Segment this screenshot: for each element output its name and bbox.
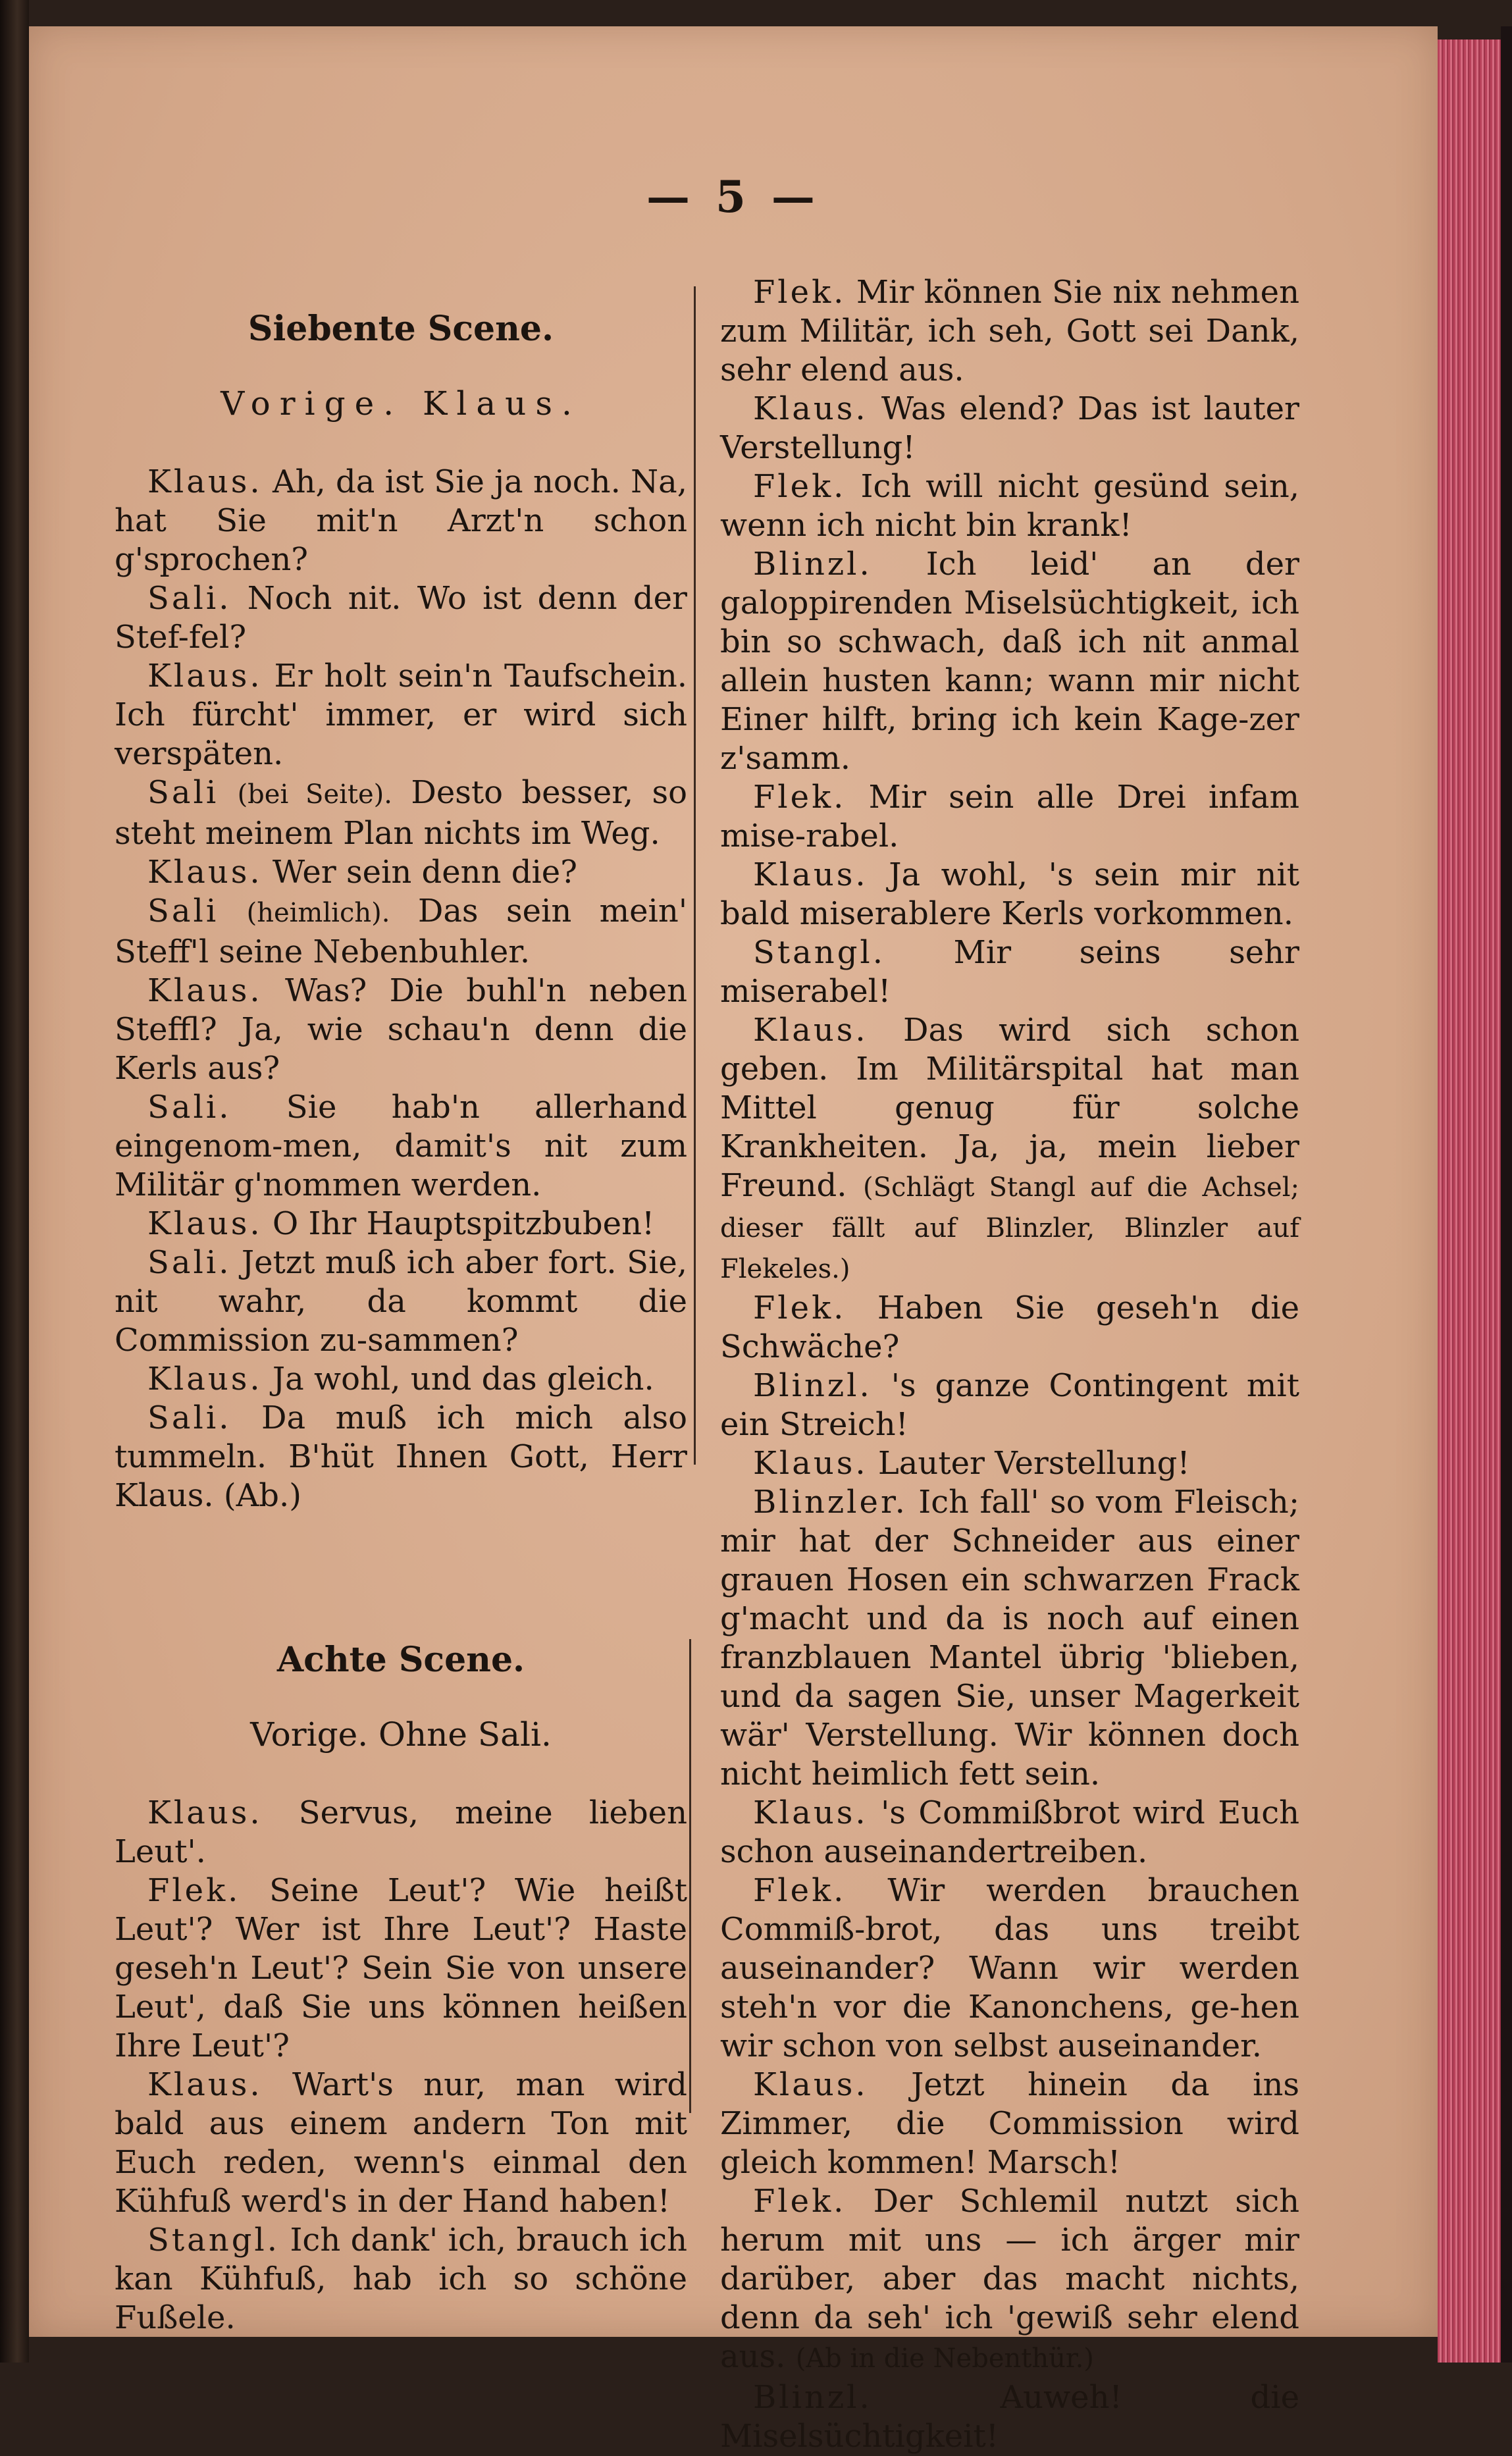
line-text: Ich will nicht gesünd sein, wenn ich nicht bin krank! [720, 468, 1299, 544]
dialogue-line [720, 1289, 1299, 1367]
dialogue-line [720, 2066, 1299, 2182]
dialogue-line [115, 579, 687, 657]
speaker-name: Sali. [147, 580, 232, 617]
line-text: Haben Sie geseh'n die Schwäche? [720, 1290, 1299, 1365]
speaker-name: Sali. [147, 1089, 232, 1126]
dialogue-line [720, 273, 1299, 390]
book-page [29, 26, 1438, 2455]
speaker-name: Flek. [753, 468, 847, 505]
dialogue-line [115, 773, 687, 853]
dialogue-line [115, 657, 687, 773]
line-text: 's Commißbrot wird Euch schon auseinandertreiben. [720, 1794, 1299, 1870]
dialogue-line [720, 1011, 1299, 1289]
column-divider [689, 1639, 691, 2113]
speaker-name: Klaus. [147, 1205, 263, 1242]
line-text: Ich dank' ich, brauch ich kan Kühfuß, hab ich so schöne Fußele. [115, 2222, 687, 2336]
dialogue-line [115, 1794, 687, 1871]
line-text: Ich leid' an der galoppirenden Miselsüchtigkeit, ich bin so schwach, daß ich nit anmal allein husten kann; wann mir nicht Einer hilft, bring ich kein Kage-zer z'samm. [720, 546, 1299, 777]
dialogue-line [115, 1205, 687, 1243]
dialogue-line [115, 1399, 687, 1515]
speaker-name: Flek. [753, 779, 847, 816]
right-dialogue [720, 273, 1299, 2456]
dialogue-line [115, 2066, 687, 2221]
speaker-name: Blinzl. [753, 1367, 872, 1404]
scene-8-title: Achte Scene. [276, 1640, 525, 1680]
stage-direction: (heimlich). [246, 898, 390, 928]
line-text: Was? Die buhl'n neben Steffl? Ja, wie schau'n denn die Kerls aus? [115, 972, 688, 1087]
speaker-name: Klaus. [753, 1012, 868, 1049]
dialogue-line [115, 1243, 687, 1360]
dialogue-line [115, 463, 687, 579]
line-text: Wir werden brauchen Commiß-brot, das uns treibt auseinander? Wann wir werden steh'n vor die Kanonchens, ge-hen wir schon von selbst auseinander. [720, 1872, 1299, 2064]
line-text: Seine Leut'? Wie heißt Leut'? Wer ist Ihre Leut'? Haste geseh'n Leut'? Sein Sie von unsere Leut', daß Sie uns können heißen Ihre Leut'? [115, 1872, 687, 2064]
speaker-name: Stangl. [753, 934, 886, 971]
left-column [115, 283, 687, 2338]
dialogue-line [115, 1871, 687, 2066]
stage-direction: (Ab in die Nebenthür.) [795, 2343, 1094, 2374]
line-text: Was elend? Das ist lauter Verstellung! [720, 390, 1300, 466]
dialogue-line [720, 545, 1299, 778]
speaker-name: Klaus. [753, 856, 868, 893]
stage-direction: (bei Seite). [237, 779, 392, 810]
right-column [720, 273, 1299, 2456]
book-spine [0, 0, 29, 2363]
line-text: Lauter Verstellung! [877, 1445, 1190, 1482]
line-text: Das sein mein' Steff'l seine Nebenbuhler. [115, 893, 688, 970]
scene-8-persons: Vorige. Ohne Sali. [250, 1715, 552, 1754]
scene-7-title: Siebente Scene. [248, 309, 554, 349]
speaker-name: Sali [147, 893, 219, 929]
dialogue-line [720, 2182, 1299, 2378]
speaker-name: Klaus. [147, 972, 263, 1009]
scene-7-persons: Vorige. Klaus. [221, 384, 581, 423]
line-text: Jetzt hinein da ins Zimmer, die Commission wird gleich kommen! Marsch! [720, 2066, 1299, 2181]
speaker-name: Sali. [147, 1399, 232, 1436]
line-text: Noch nit. Wo ist denn der Stef-fel? [115, 580, 687, 656]
dialogue-line [720, 390, 1299, 467]
dialogue-line [720, 1483, 1299, 1794]
speaker-name: Sali [147, 774, 219, 811]
speaker-name: Klaus. [753, 1794, 868, 1831]
line-text: Ja wohl, 's sein mir nit bald miserablere Kerls vorkommen. [720, 856, 1300, 932]
line-text: Auweh! die Miselsüchtigkeit! [720, 2379, 1299, 2455]
scene-8-dialogue [115, 1794, 687, 2338]
line-text: Er holt sein'n Taufschein. Ich fürcht' immer, er wird sich verspäten. [115, 658, 687, 772]
dialogue-line [720, 2378, 1299, 2456]
line-text: Mir können Sie nix nehmen zum Militär, ich seh, Gott sei Dank, sehr elend aus. [720, 274, 1300, 388]
speaker-name: Blinzl. [753, 2379, 872, 2416]
dialogue-line [115, 2221, 687, 2338]
line-text: Das wird sich schon geben. Im Militärspital hat man Mittel genug für solche Krankheiten. Ja, ja, mein lieber Freund. [720, 1012, 1299, 1204]
line-text: Sie hab'n allerhand eingenom-men, damit's nit zum Militär g'nommen werden. [115, 1089, 687, 1203]
dialogue-line [115, 1088, 687, 1205]
line-text: Mir seins sehr miserabel! [720, 934, 1299, 1010]
dialogue-line [720, 856, 1299, 933]
speaker-name: Flek. [753, 1872, 847, 1909]
dialogue-line [720, 1367, 1299, 1444]
speaker-name: Flek. [753, 274, 847, 311]
speaker-name: Blinzl. [753, 546, 872, 583]
speaker-name: Flek. [753, 1290, 847, 1326]
column-divider [694, 286, 696, 1465]
dialogue-line [720, 933, 1299, 1011]
line-text: Ich fall' so vom Fleisch; mir hat der Schneider aus einer grauen Hosen ein schwarzen Frack g'macht und da is noch auf einen franzblauen Mantel übrig 'blieben, und da sagen Sie, unser Magerkeit wär' Verstellung. Wir können doch nicht heimlich fett sein. [720, 1484, 1299, 1792]
dialogue-line [720, 1794, 1299, 1871]
speaker-name: Sali. [147, 1244, 232, 1281]
line-text: O Ihr Hauptspitzbuben! [272, 1205, 655, 1242]
line-text: Ja wohl, und das gleich. [272, 1361, 654, 1398]
speaker-name: Klaus. [147, 463, 263, 500]
dialogue-line [720, 1871, 1299, 2066]
line-text: 's ganze Contingent mit ein Streich! [720, 1367, 1300, 1443]
speaker-name: Flek. [753, 2183, 847, 2220]
speaker-name: Blinzler. [753, 1484, 908, 1521]
book-cover-edge [1501, 26, 1512, 2363]
dialogue-line [720, 778, 1299, 856]
line-text: Servus, meine lieben Leut'. [115, 1794, 687, 1870]
line-text: Mir sein alle Drei infam mise-rabel. [720, 779, 1299, 854]
speaker-name: Klaus. [147, 2066, 263, 2103]
line-text: Jetzt muß ich aber fort. Sie, nit wahr, da kommt die Commission zu-sammen? [115, 1244, 687, 1359]
speaker-name: Flek. [147, 1872, 241, 1909]
scene-7-dialogue [115, 463, 687, 1515]
line-text: Der Schlemil nutzt sich herum mit uns — ich ärger mir darüber, aber das macht nichts, denn da seh' ich 'gewiß sehr elend aus. [720, 2183, 1299, 2375]
dialogue-line [720, 1444, 1299, 1483]
speaker-name: Klaus. [147, 658, 263, 694]
speaker-name: Klaus. [147, 1794, 263, 1831]
speaker-name: Klaus. [753, 390, 868, 427]
speaker-name: Klaus. [753, 2066, 868, 2103]
line-text: Wer sein denn die? [272, 854, 577, 891]
speaker-name: Klaus. [147, 854, 263, 891]
line-text: Wart's nur, man wird bald aus einem andern Ton mit Euch reden, wenn's einmal den Kühfuß werd's in der Hand haben! [115, 2066, 687, 2220]
dialogue-line [115, 1360, 687, 1399]
speaker-name: Stangl. [147, 2222, 280, 2259]
dialogue-line [115, 892, 687, 972]
dialogue-line [115, 853, 687, 892]
page-number: — 5 — [646, 171, 820, 222]
dialogue-line [720, 467, 1299, 545]
speaker-name: Klaus. [147, 1361, 263, 1398]
stage-direction: (Schlägt Stangl auf die Achsel; dieser fällt auf Blinzler, Blinzler auf Flekeles.) [720, 1172, 1299, 1284]
line-text: Da muß ich mich also tummeln. B'hüt Ihnen Gott, Herr Klaus. (Ab.) [115, 1399, 687, 1514]
line-text: Ah, da ist Sie ja noch. Na, hat Sie mit'n Arzt'n schon g'sprochen? [115, 463, 687, 578]
speaker-name: Klaus. [753, 1445, 868, 1482]
line-text: Desto besser, so steht meinem Plan nichts im Weg. [115, 774, 688, 852]
dialogue-line [115, 972, 687, 1088]
